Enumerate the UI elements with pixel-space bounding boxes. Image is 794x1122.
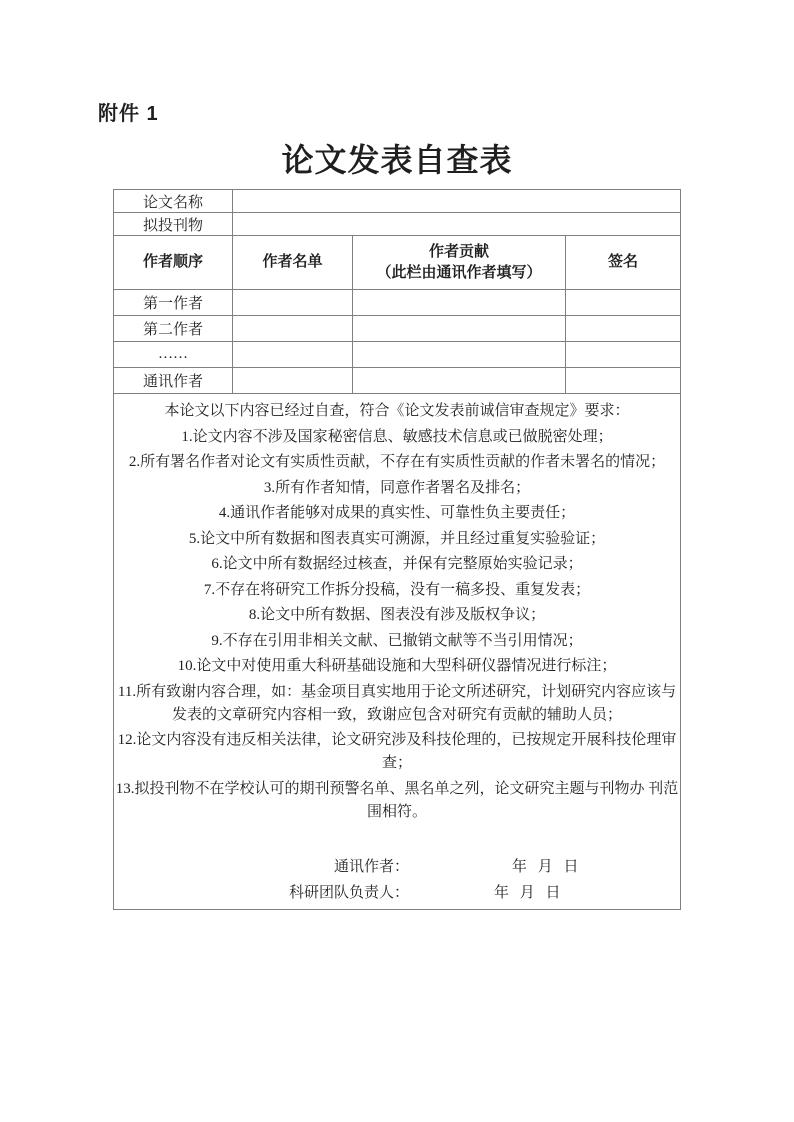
paper-title-row: [114, 190, 681, 213]
attachment-label: 附件 1: [98, 103, 159, 125]
author-contribution-cell[interactable]: [353, 368, 566, 394]
corresponding-author-signature-label: 通讯作者：: [333, 858, 409, 875]
author-order-label-cell: 第二作者: [114, 316, 233, 342]
declaration-item-1: 1.论文内容不涉及国家秘密信息、敏感技术信息或已做脱密处理；: [181, 428, 613, 445]
author-order-label-cell: ……: [114, 342, 233, 368]
header-author-contribution: [353, 236, 566, 290]
author-signature-cell[interactable]: [566, 290, 681, 316]
declaration-item-7: 7.不存在将研究工作拆分投稿，没有一稿多投、重复发表；: [203, 581, 591, 598]
journal-label-cell: 拟投刊物: [114, 213, 233, 236]
corresponding-author-signature-space[interactable]: [409, 854, 512, 880]
author-signature-cell[interactable]: [566, 316, 681, 342]
self-check-form-table: [113, 189, 681, 910]
declaration-item-3: 3.所有作者知情，同意作者署名及排名；: [263, 479, 531, 496]
declaration-cell: [114, 394, 681, 910]
header-contribution-line1: 作者贡献: [428, 243, 489, 261]
second-author-row: [114, 316, 681, 342]
declaration-intro: 本论文以下内容已经过自查，符合《论文发表前诚信审查规定》要求：: [164, 403, 630, 419]
team-leader-date-field[interactable]: 年 月 日: [494, 884, 561, 901]
corresponding-author-row: [114, 368, 681, 394]
author-contribution-cell[interactable]: [353, 290, 566, 316]
header-author-order: 作者顺序: [114, 236, 233, 290]
declaration-item-5: 5.论文中所有数据和图表真实可溯源，并且经过重复实验验证；: [188, 530, 606, 547]
paper-title-value-cell[interactable]: [233, 190, 681, 213]
author-order-label-cell: 通讯作者: [114, 368, 233, 394]
other-authors-row: [114, 342, 681, 368]
first-author-row: [114, 290, 681, 316]
author-name-cell[interactable]: [233, 290, 353, 316]
declaration-item-13: 13.拟投刊物不在学校认可的期刊预警名单、黑名单之列，论文研究主题与刊物办 刊范围相符。: [115, 780, 679, 820]
author-contribution-cell[interactable]: [353, 342, 566, 368]
declaration-item-2: 2.所有署名作者对论文有实质性贡献，不存在有实质性贡献的作者未署名的情况；: [128, 454, 666, 470]
team-leader-signature-row: [114, 880, 680, 906]
header-contribution-line2: （此栏由通讯作者填写）: [376, 263, 542, 281]
declaration-item-9: 9.不存在引用非相关文献、已撤销文献等不当引用情况；: [211, 632, 583, 649]
author-name-cell[interactable]: [233, 342, 353, 368]
signature-block: [114, 854, 680, 906]
declaration-item-10: 10.论文中对使用重大科研基础设施和大型科研仪器情况进行标注；: [177, 658, 617, 674]
form-title: 论文发表自查表: [281, 142, 513, 178]
author-name-cell[interactable]: [233, 368, 353, 394]
paper-title-label-cell: 论文名称: [114, 190, 233, 213]
declaration-item-8: 8.论文中所有数据、图表没有涉及版权争议；: [248, 607, 546, 623]
journal-row: [114, 213, 681, 236]
declaration-item-11: 11.所有致谢内容合理，如：基金项目真实地用于论文所述研究，计划研究内容应该与发表的文章研究内容相一致，致谢应包含对研究有贡献的辅助人员；: [117, 683, 677, 723]
corresponding-author-signature-row: [114, 854, 680, 880]
author-signature-cell[interactable]: [566, 368, 681, 394]
header-signature: 签名: [566, 236, 681, 290]
author-order-label-cell: 第一作者: [114, 290, 233, 316]
header-author-names: 作者名单: [233, 236, 353, 290]
corresponding-author-date-field[interactable]: 年 月 日: [512, 858, 579, 875]
author-table-header-row: [114, 236, 681, 290]
author-contribution-cell[interactable]: [353, 316, 566, 342]
author-name-cell[interactable]: [233, 316, 353, 342]
journal-value-cell[interactable]: [233, 213, 681, 236]
team-leader-signature-label: 科研团队负责人：: [288, 884, 409, 901]
team-leader-signature-space[interactable]: [409, 880, 494, 906]
author-signature-cell[interactable]: [566, 342, 681, 368]
declaration-row: [114, 394, 681, 910]
declaration-item-6: 6.论文中所有数据经过核查，并保有完整原始实验记录；: [211, 556, 583, 572]
declaration-item-12: 12.论文内容没有违反相关法律，论文研究涉及科技伦理的，已按规定开展科技伦理审查；: [117, 732, 677, 771]
declaration-item-4: 4.通讯作者能够对成果的真实性、可靠性负主要责任；: [218, 505, 576, 521]
